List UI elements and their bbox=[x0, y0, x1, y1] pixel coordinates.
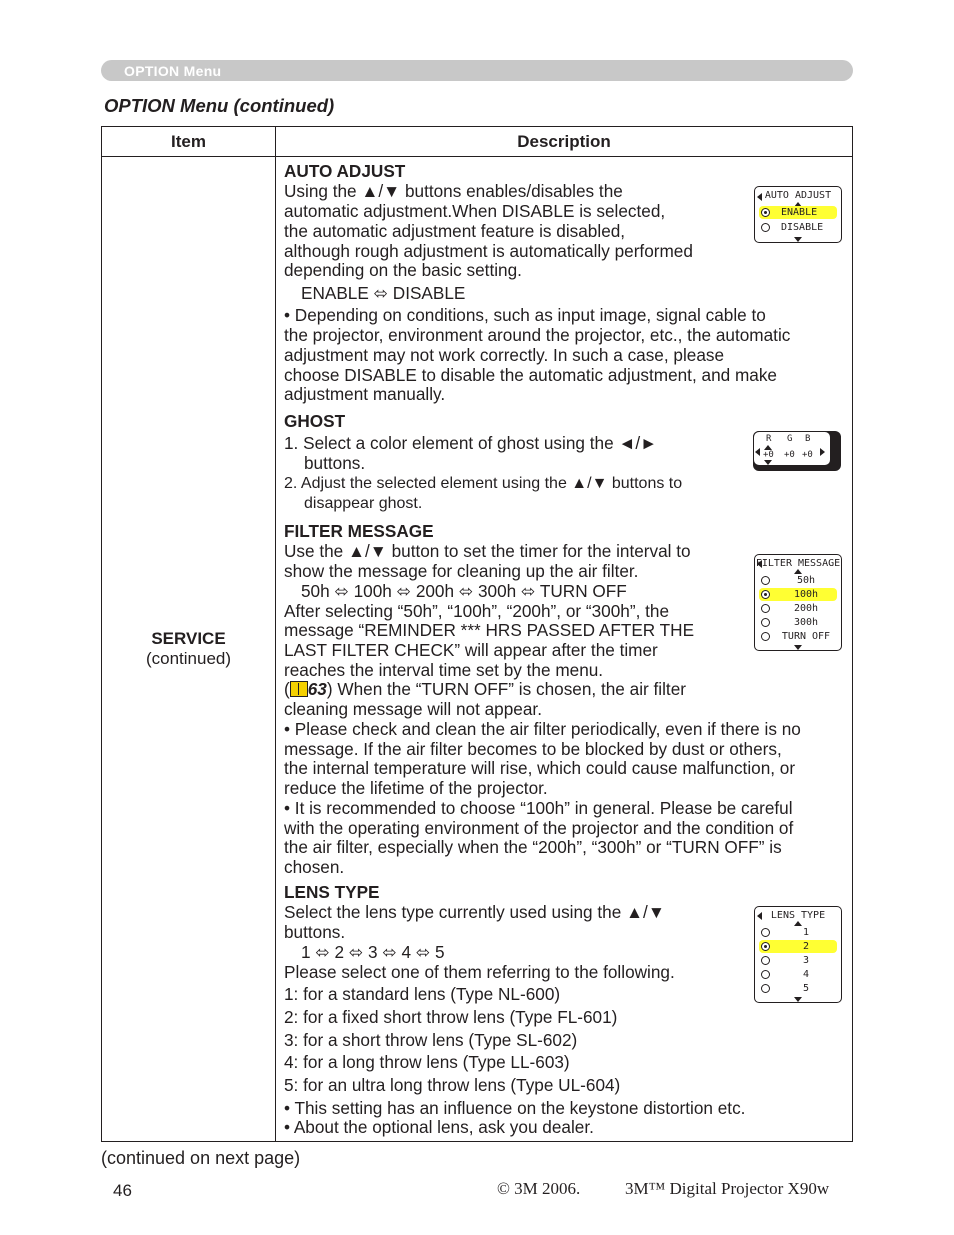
table-header-row bbox=[102, 127, 853, 157]
down-arrow-icon bbox=[764, 460, 772, 465]
header-bar bbox=[101, 60, 853, 81]
auto-adjust-note: adjustment manually. bbox=[284, 384, 446, 404]
option-table bbox=[101, 126, 853, 1142]
auto-adjust-line: the automatic adjustment feature is disabled, bbox=[284, 221, 626, 241]
menu-option-label: 1 bbox=[802, 927, 810, 938]
filter-message-note: chosen. bbox=[284, 857, 345, 877]
ghost-label-g: G bbox=[787, 434, 793, 444]
auto-adjust-line: although rough adjustment is automatically performed bbox=[284, 241, 693, 261]
menu-option-label: 4 bbox=[802, 969, 810, 980]
page-number: 46 bbox=[113, 1181, 132, 1200]
lens-type-list-item: 5: for an ultra long throw lens (Type UL-604) bbox=[284, 1075, 621, 1095]
ghost-label-b: B bbox=[805, 434, 811, 444]
auto-adjust-cycle: ENABLE ⬄ DISABLE bbox=[301, 283, 466, 303]
ref-text: ) When the “TURN OFF” is chosen, the air filter bbox=[326, 679, 686, 699]
menu-title: FILTER MESSAGE bbox=[755, 558, 841, 569]
auto-adjust-line: depending on the basic setting. bbox=[284, 260, 522, 280]
menu-option-label: 200h bbox=[793, 603, 819, 614]
menu-option-1[interactable] bbox=[759, 926, 837, 939]
lens-type-note: • This setting has an influence on the keystone distortion etc. bbox=[284, 1098, 746, 1118]
auto-adjust-menu bbox=[754, 186, 842, 243]
product-name: 3M™ Digital Projector X90w bbox=[625, 1179, 830, 1198]
book-icon bbox=[290, 681, 308, 697]
lens-type-cycle: 1 ⬄ 2 ⬄ 3 ⬄ 4 ⬄ 5 bbox=[301, 942, 445, 962]
menu-option-turn-off[interactable] bbox=[759, 630, 837, 643]
menu-option-300h[interactable] bbox=[759, 616, 837, 629]
filter-message-line: message “REMINDER *** HRS PASSED AFTER THE bbox=[284, 620, 695, 640]
menu-option-label: TURN OFF bbox=[781, 631, 831, 642]
ref-paren: ( bbox=[284, 679, 290, 699]
filter-message-note: the air filter, especially when the “200h”, “300h” or “TURN OFF” is bbox=[284, 837, 782, 857]
lens-type-line: Please select one of them referring to the following. bbox=[284, 962, 675, 982]
lens-type-list-item: 1: for a standard lens (Type NL-600) bbox=[284, 984, 561, 1004]
menu-option-label: 3 bbox=[802, 955, 810, 966]
ghost-label-r: R bbox=[766, 434, 772, 444]
ghost-step2-cont: disappear ghost. bbox=[304, 495, 423, 512]
auto-adjust-heading: AUTO ADJUST bbox=[284, 161, 406, 181]
filter-message-note: reduce the lifetime of the projector. bbox=[284, 778, 548, 798]
filter-message-line: reaches the interval time set by the menu. bbox=[284, 660, 604, 680]
filter-message-note: message. If the air filter becomes to be blocked by dust or others, bbox=[284, 739, 782, 759]
filter-message-menu bbox=[754, 554, 842, 651]
continued-note: (continued on next page) bbox=[101, 1148, 301, 1168]
menu-option-label: 100h bbox=[793, 589, 819, 600]
ghost-value-r[interactable]: +0 bbox=[763, 450, 774, 460]
auto-adjust-line: automatic adjustment.When DISABLE is selected, bbox=[284, 201, 666, 221]
right-arrow-icon bbox=[820, 448, 825, 456]
auto-adjust-note: adjustment may not work correctly. In such a case, please bbox=[284, 345, 725, 365]
menu-option-label: 5 bbox=[802, 983, 810, 994]
section-title: OPTION Menu (continued) bbox=[104, 95, 335, 116]
item-note: (continued) bbox=[145, 649, 232, 668]
filter-message-line: show the message for cleaning up the air filter. bbox=[284, 561, 639, 581]
description-content bbox=[276, 157, 852, 1141]
down-arrow-icon bbox=[794, 997, 802, 1002]
column-header-item: Item bbox=[102, 127, 276, 157]
filter-message-line: After selecting “50h”, “100h”, “200h”, or “300h”, the bbox=[284, 601, 670, 621]
ghost-value-b[interactable]: +0 bbox=[802, 450, 813, 460]
lens-type-menu bbox=[754, 906, 842, 1003]
menu-title: AUTO ADJUST bbox=[764, 190, 832, 201]
lens-type-list-item: 4: for a long throw lens (Type LL-603) bbox=[284, 1052, 570, 1072]
filter-message-line: LAST FILTER CHECK” will appear after the timer bbox=[284, 640, 658, 660]
table-row bbox=[102, 157, 853, 1142]
filter-message-note: • Please check and clean the air filter periodically, even if there is no bbox=[284, 719, 801, 739]
menu-option-label: 50h bbox=[796, 575, 816, 586]
header-bar-label: OPTION Menu bbox=[124, 63, 222, 79]
radio-selected-icon bbox=[761, 208, 770, 217]
lens-type-line: Select the lens type currently used using the ▲/▼ bbox=[284, 902, 665, 922]
ghost-step1: 1. Select a color element of ghost using the ◄/► bbox=[284, 433, 658, 453]
lens-type-line: buttons. bbox=[284, 922, 346, 942]
lens-type-note: • About the optional lens, ask you dealer. bbox=[284, 1117, 594, 1137]
lens-type-list-item: 3: for a short throw lens (Type SL-602) bbox=[284, 1030, 578, 1050]
lens-type-heading: LENS TYPE bbox=[284, 882, 380, 902]
auto-adjust-note: • Depending on conditions, such as input image, signal cable to bbox=[284, 305, 766, 325]
item-cell bbox=[102, 157, 276, 1142]
menu-option-enable[interactable] bbox=[759, 206, 837, 219]
ghost-step2: 2. Adjust the selected element using the ▲/▼ buttons to bbox=[284, 475, 683, 492]
ghost-step1-cont: buttons. bbox=[304, 453, 366, 473]
filter-message-reference bbox=[284, 680, 686, 700]
menu-option-100h[interactable] bbox=[759, 588, 837, 601]
menu-option-label: DISABLE bbox=[781, 222, 824, 233]
ghost-menu-title: GHOST bbox=[783, 475, 811, 485]
column-header-description: Description bbox=[276, 127, 853, 157]
menu-option-2[interactable] bbox=[759, 940, 837, 953]
filter-message-note: the internal temperature will rise, which could cause malfunction, or bbox=[284, 758, 796, 778]
radio-icon bbox=[761, 223, 770, 232]
description-cell bbox=[276, 157, 853, 1142]
menu-option-4[interactable] bbox=[759, 968, 837, 981]
menu-option-label: 2 bbox=[802, 941, 810, 952]
left-arrow-icon bbox=[755, 448, 760, 456]
filter-message-note: with the operating environment of the projector and the condition of bbox=[284, 818, 794, 838]
auto-adjust-note: choose DISABLE to disable the automatic adjustment, and make bbox=[284, 365, 777, 385]
auto-adjust-note: the projector, environment around the projector, etc., the automatic bbox=[284, 325, 791, 345]
menu-option-label: ENABLE bbox=[781, 207, 818, 218]
menu-option-5[interactable] bbox=[759, 982, 837, 995]
lens-type-list-item: 2: for a fixed short throw lens (Type FL-601) bbox=[284, 1007, 618, 1027]
filter-message-note: • It is recommended to choose “100h” in general. Please be careful bbox=[284, 798, 793, 818]
filter-message-line: cleaning message will not appear. bbox=[284, 699, 542, 719]
down-arrow-icon bbox=[794, 645, 802, 650]
copyright: © 3M 2006. bbox=[497, 1179, 581, 1198]
down-arrow-icon bbox=[794, 237, 802, 242]
menu-option-200h[interactable] bbox=[759, 602, 837, 615]
ghost-menu bbox=[753, 431, 841, 521]
menu-title: LENS TYPE bbox=[770, 910, 826, 921]
menu-option-50h[interactable] bbox=[759, 574, 837, 587]
filter-message-heading: FILTER MESSAGE bbox=[284, 521, 434, 541]
ghost-menu-panel bbox=[753, 431, 831, 466]
filter-message-line: Use the ▲/▼ button to set the timer for the interval to bbox=[284, 541, 691, 561]
ghost-heading: GHOST bbox=[284, 411, 346, 431]
page-reference[interactable]: 63 bbox=[307, 679, 327, 699]
item-name: SERVICE bbox=[151, 629, 226, 648]
menu-option-3[interactable] bbox=[759, 954, 837, 967]
filter-message-cycle: 50h ⬄ 100h ⬄ 200h ⬄ 300h ⬄ TURN OFF bbox=[301, 581, 627, 601]
auto-adjust-line: Using the ▲/▼ buttons enables/disables the bbox=[284, 181, 623, 201]
menu-option-label: 300h bbox=[793, 617, 819, 628]
menu-option-disable[interactable] bbox=[759, 221, 837, 234]
ghost-value-g[interactable]: +0 bbox=[784, 450, 795, 460]
